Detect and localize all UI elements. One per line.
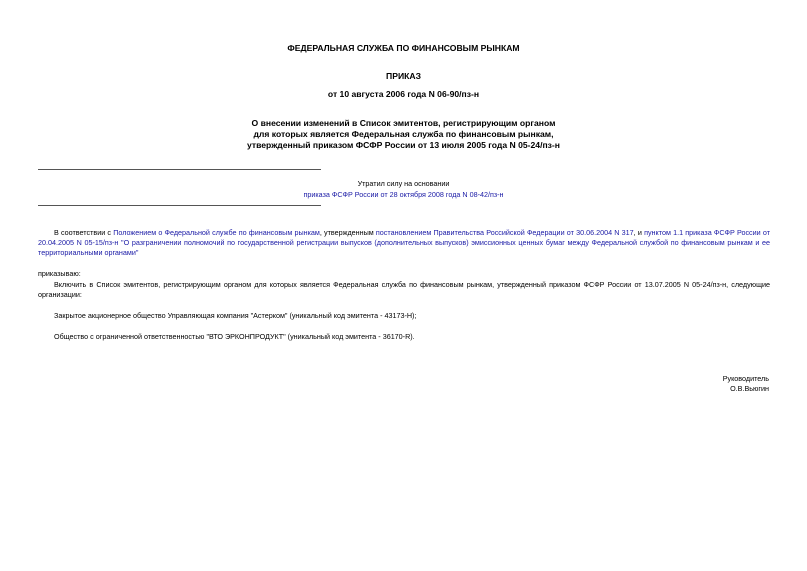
document-title-line: утвержденный приказом ФСФР России от 13 июля 2005 года N 05-24/пз-н xyxy=(247,140,560,150)
include-text: Включить в Список эмитентов, регистрирующим органом для которых является Федеральная служба по финансовым рынкам, утвержденный xyxy=(54,280,550,289)
regulation-link[interactable]: Положением о Федеральной службе по финансовым рынкам xyxy=(113,228,320,237)
signatory-name: О.В.Вьюгин xyxy=(730,384,769,393)
include-text: , следующие организации: xyxy=(38,280,771,299)
issuing-organization: ФЕДЕРАЛЬНАЯ СЛУЖБА ПО ФИНАНСОВЫМ РЫНКАМ xyxy=(287,43,520,53)
include-paragraph xyxy=(38,280,770,300)
order-clause-link[interactable]: пунктом 1.1 приказа ФСФР России от 20.04.2005 N 05-15/пз-н xyxy=(38,228,771,247)
validity-note-text: Утратил силу на основании xyxy=(357,179,450,188)
preamble-text: , и xyxy=(633,228,645,237)
preamble-text: В соответствии с xyxy=(54,228,114,237)
list-item: Закрытое акционерное общество Управляющая компания "Астерком" (уникальный код эмитента - 43173-Н); xyxy=(54,311,417,320)
document-type: ПРИКАЗ xyxy=(386,71,421,81)
order-word: приказываю: xyxy=(38,269,81,278)
divider-top xyxy=(38,169,321,170)
document-title-line: О внесении изменений в Список эмитентов, регистрирующим органом xyxy=(251,118,556,128)
preamble-paragraph xyxy=(38,228,770,258)
government-decree-link[interactable]: постановлением Правительства Российской Федерации от 30.06.2004 N 317 xyxy=(375,228,634,237)
divider-bottom xyxy=(38,205,321,206)
list-order-reference: приказом ФСФР России от 13.07.2005 N 05-24/пз-н xyxy=(549,280,727,289)
document-date-number: от 10 августа 2006 года N 06-90/пз-н xyxy=(327,89,480,99)
document-title-line: для которых является Федеральная служба по финансовым рынкам, xyxy=(253,129,554,139)
preamble-text: , утвержденным xyxy=(319,228,376,237)
list-item: Общество с ограниченной ответственностью "ВТО ЭРКОНПРОДУКТ" (уникальный код эмитента - 36170-R). xyxy=(54,332,415,341)
document-title xyxy=(0,118,807,151)
signatory-role: Руководитель xyxy=(722,374,769,383)
validity-note-link-row xyxy=(0,190,807,200)
order-title-link[interactable]: "О разграничении полномочий по государственной регистрации выпусков (дополнительных выпусков) эмиссионных ценных бумаг между Федеральной службой по финансовым рынкам и ее территориальными органами" xyxy=(38,238,771,257)
repeal-order-link[interactable]: приказа ФСФР России от 28 октября 2008 года N 08-42/пз-н xyxy=(303,190,504,199)
